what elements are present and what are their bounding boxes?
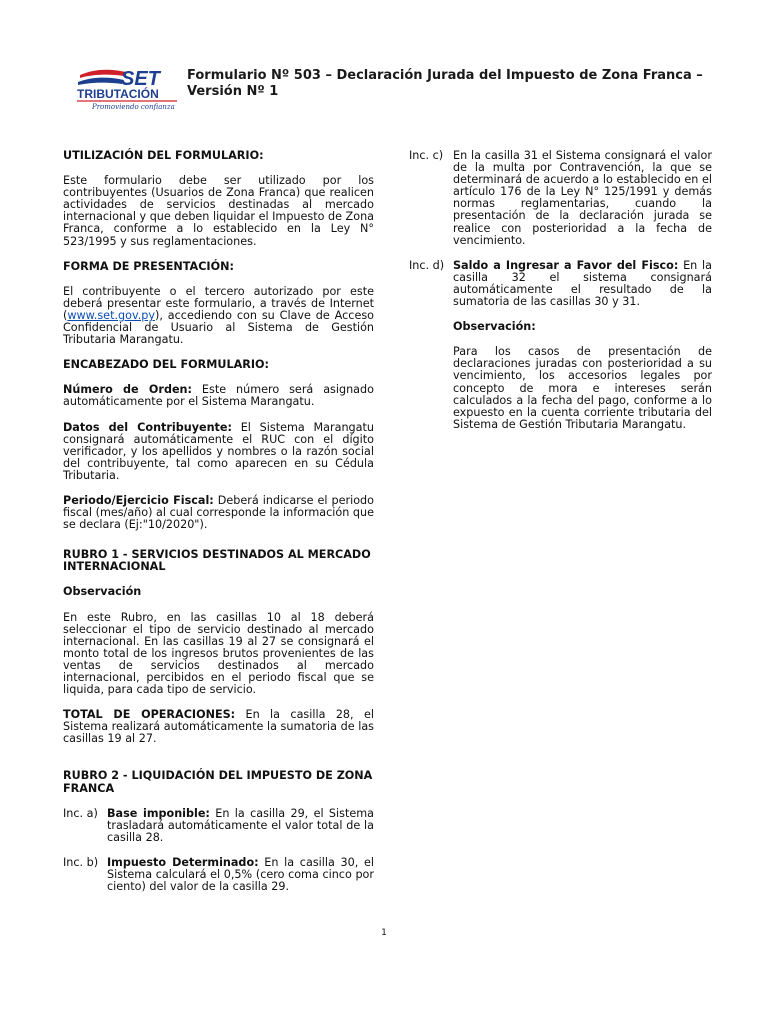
inc-a-bold: Base imponible:	[107, 806, 210, 820]
inc-b-text: En la casilla 30, el Sistema calculará el 0,5% (cero coma cinco por ciento) del valor de la casilla 29.	[107, 855, 374, 894]
inc-b-content	[107, 857, 374, 893]
rubro1-heading: RUBRO 1 - SERVICIOS DESTINADOS AL MERCADO INTERNACIONAL	[63, 548, 371, 574]
rubro2-heading: RUBRO 2 - LIQUIDACIÓN DEL IMPUESTO DE ZONA FRANCA	[63, 769, 373, 795]
datos-contribuyente-paragraph	[63, 422, 374, 482]
form-title: Formulario Nº 503 – Declaración Jurada del Impuesto de Zona Franca – Versión Nº 1	[187, 68, 703, 99]
inc-a-item	[63, 808, 374, 844]
forma-heading: FORMA DE PRESENTACIÓN:	[63, 259, 234, 273]
inc-b-bold: Impuesto Determinado:	[107, 855, 259, 869]
inc-a-label: Inc. a)	[63, 806, 98, 820]
periodo-text: Deberá indicarse el periodo fiscal (mes/año) al cual corresponde la información que se declara (Ej:"10/2020").	[63, 493, 374, 532]
right-column	[409, 150, 712, 431]
left-column	[63, 150, 374, 893]
rubro1-observacion-heading: Observación	[63, 585, 142, 599]
rubro1-observacion-text: En este Rubro, en las casillas 10 al 18 deberá seleccionar el tipo de servicio destinado al mercado internacional. En las casillas 19 al 27 se consignará el monto total de los ingresos brutos provenientes de las ventas de servicios destinados al mercado internacional, percibidos en el periodo fiscal que se liquida, para cada tipo de servicio.	[63, 610, 374, 697]
forma-text-1: El contribuyente o el tercero autorizado por este deberá presentar este formulario, a través de Internet (	[63, 284, 374, 322]
right-observacion-text: Para los casos de presentación de declaraciones juradas con posterioridad a su vencimiento, los accesorios legales por concepto de mora e intereses serán calculados a la fecha del pago, conforme a lo expuesto en la cuenta corriente tributaria del Sistema de Gestión Tributaria Marangatu.	[453, 345, 712, 431]
numero-orden-label: Número de Orden:	[63, 383, 192, 397]
set-tributacion-logo	[74, 66, 180, 112]
logo-set-text: SET	[121, 68, 160, 90]
page-number: 1	[381, 928, 387, 938]
total-operaciones-label: TOTAL DE OPERACIONES:	[63, 708, 236, 722]
right-observacion-heading: Observación:	[453, 320, 536, 334]
right-observacion-block	[453, 321, 712, 431]
set-website-link[interactable]: www.set.gov.py	[67, 308, 155, 322]
inc-d-text: En la casilla 32 el sistema consignará automáticamente el resultado de la sumatoria de las casillas 30 y 31.	[453, 258, 712, 309]
inc-d-content	[453, 260, 712, 308]
total-operaciones-text: En la casilla 28, el Sistema realizará automáticamente la sumatoria de las casillas 19 al 27.	[63, 708, 374, 746]
inc-b-item	[63, 857, 374, 893]
numero-orden-paragraph	[63, 384, 374, 408]
inc-c-item	[409, 150, 712, 247]
inc-d-item	[409, 260, 712, 308]
forma-text-2: ), accediendo con su Clave de Acceso Confidencial de Usuario al Sistema de Gestión Tributaria Marangatu.	[63, 308, 374, 347]
encabezado-heading: ENCABEZADO DEL FORMULARIO:	[63, 358, 269, 372]
inc-c-label: Inc. c)	[409, 149, 444, 162]
inc-d-label: Inc. d)	[409, 258, 445, 272]
datos-contribuyente-label: Datos del Contribuyente:	[63, 420, 232, 434]
periodo-paragraph	[63, 495, 374, 531]
logo-tagline-text: Promoviendo confianza	[92, 103, 175, 111]
inc-d-bold: Saldo a Ingresar a Favor del Fisco:	[453, 258, 679, 272]
logo-graphic	[74, 66, 180, 112]
logo-tributacion-text: TRIBUTACIÓN	[77, 87, 159, 101]
datos-contribuyente-text: El Sistema Marangatu consignará automáticamente el RUC con el dígito verificador, y los apellidos y nombres o la razón social del contribuyente, tal como aparecen en su Cédula Tributaria.	[63, 420, 374, 482]
inc-a-content	[107, 808, 374, 844]
total-operaciones-paragraph	[63, 709, 374, 745]
utilizacion-text: Este formulario debe ser utilizado por los contribuyentes (Usuarios de Zona Franca) que realicen actividades de servicios destinadas al mercado internacional y que deben liquidar el Impuesto de Zona Franca, conforme a lo establecido en la Ley N° 523/1995 y sus reglamentaciones.	[63, 174, 375, 248]
inc-c-text: En la casilla 31 el Sistema consignará el valor de la multa por Contravención, la que se determinará de acuerdo a lo establecido en el artículo 176 de la Ley N° 125/1991 y demás normas reglamentarias, cuando la presentación de la declaración jurada se realice con posterioridad a la fecha de vencimiento.	[453, 149, 712, 247]
forma-paragraph	[63, 286, 374, 346]
inc-a-text: En la casilla 29, el Sistema trasladará automáticamente el valor total de la casilla 28.	[107, 806, 374, 844]
inc-b-label: Inc. b)	[63, 855, 99, 869]
periodo-label: Periodo/Ejercicio Fiscal:	[63, 493, 214, 507]
numero-orden-text: Este número será asignado automáticamente por el Sistema Marangatu.	[63, 383, 374, 409]
utilizacion-heading: UTILIZACIÓN DEL FORMULARIO:	[63, 149, 264, 162]
